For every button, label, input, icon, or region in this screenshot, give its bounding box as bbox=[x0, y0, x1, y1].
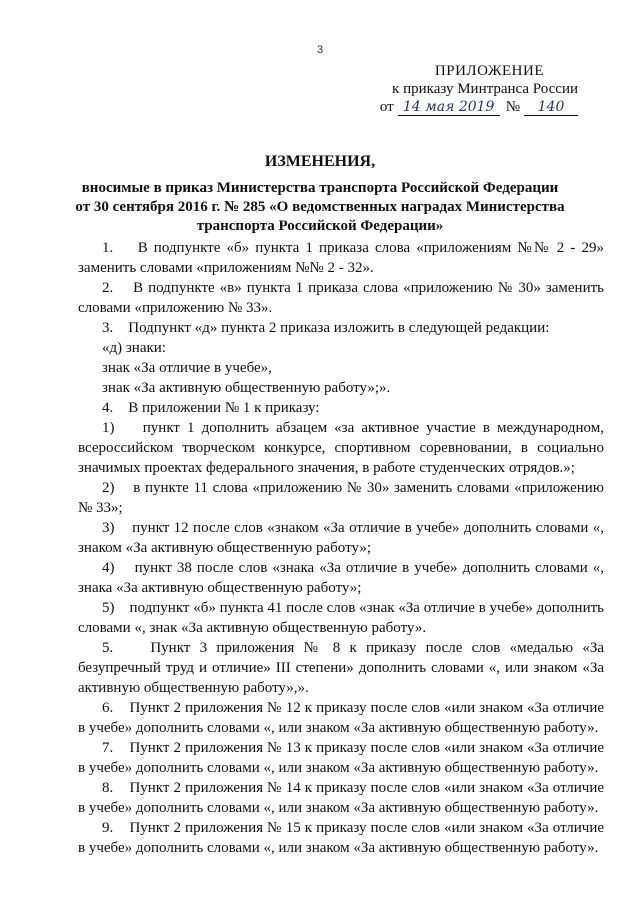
paragraph: 5) подпункт «б» пункта 41 после слов «знак «За отличие в учебе» дополнить словами «, знак «За активную общественную работу». bbox=[78, 600, 604, 636]
heading-title: ИЗМЕНЕНИЯ, bbox=[264, 153, 376, 170]
paragraph: знак «За активную общественную работу»;». bbox=[102, 380, 391, 396]
paragraph: 6. Пункт 2 приложения № 12 к приказу после слов «или знаком «За отличие в учебе» дополнить словами «, или знаком «За активную общественную работу». bbox=[78, 700, 604, 736]
number-label: № bbox=[505, 99, 520, 115]
document-heading bbox=[40, 152, 600, 236]
paragraph: 1. В подпункте «б» пункта 1 приказа слова «приложениям №№ 2 - 29» заменить словами «приложениям №№ 2 - 32». bbox=[78, 240, 604, 276]
appendix-block bbox=[380, 62, 578, 116]
paragraph: 4) пункт 38 после слов «знака «За отличие в учебе» дополнить словами «, знака «За активную общественную работу»; bbox=[78, 560, 604, 596]
heading-line-3: транспорта Российской Федерации» bbox=[196, 218, 444, 234]
paragraph: 2. В подпункте «в» пункта 1 приказа слова «приложению № 30» заменить словами «приложению № 33». bbox=[78, 280, 604, 316]
paragraph: 2) в пункте 11 слова «приложению № 30» заменить словами «приложению № 33»; bbox=[78, 480, 604, 516]
document-body bbox=[78, 238, 604, 858]
page-number: 3 bbox=[316, 44, 324, 56]
heading-line-1: вносимые в приказ Министерства транспорта Российской Федерации bbox=[81, 180, 559, 196]
appendix-title: ПРИЛОЖЕНИЕ bbox=[434, 63, 544, 79]
paragraph: 8. Пункт 2 приложения № 14 к приказу после слов «или знаком «За отличие в учебе» дополнить словами «, или знаком «За активную общественную работу». bbox=[78, 780, 604, 816]
paragraph: 4. В приложении № 1 к приказу: bbox=[102, 400, 320, 416]
paragraph: 9. Пункт 2 приложения № 15 к приказу после слов «или знаком «За отличие в учебе» дополнить словами «, или знаком «За активную общественную работу». bbox=[78, 820, 604, 856]
paragraph: 7. Пункт 2 приложения № 13 к приказу после слов «или знаком «За отличие в учебе» дополнить словами «, или знаком «За активную общественную работу». bbox=[78, 740, 604, 776]
paragraph: 3. Подпункт «д» пункта 2 приказа изложить в следующей редакции: bbox=[102, 320, 550, 336]
heading-line-2: от 30 сентября 2016 г. № 285 «О ведомственных наградах Министерства bbox=[75, 199, 565, 215]
paragraph: «д) знаки: bbox=[102, 340, 166, 356]
handwritten-number: 140 bbox=[524, 99, 578, 116]
paragraph: 3) пункт 12 после слов «знаком «За отличие в учебе» дополнить словами «, знаком «За активную общественную работу»; bbox=[78, 520, 604, 556]
appendix-date-row bbox=[380, 98, 578, 116]
from-label: от bbox=[379, 99, 394, 115]
handwritten-date: 14 мая 2019 bbox=[398, 99, 500, 116]
paragraph: 5. Пункт 3 приложения № 8 к приказу после слов «медалью «За безупречный труд и отличие» III степени» дополнить словами «, или знаком «За активную общественную работу»,». bbox=[78, 640, 604, 696]
appendix-order-ref: к приказу Минтранса России bbox=[392, 81, 578, 97]
paragraph: знак «За отличие в учебе», bbox=[102, 360, 272, 376]
paragraph: 1) пункт 1 дополнить абзацем «за активное участие в международном, всероссийском творческом конкурсе, спортивном соревновании, в социально значимых проектах федерального значения, в работе студенческих отрядов.»; bbox=[78, 420, 604, 476]
